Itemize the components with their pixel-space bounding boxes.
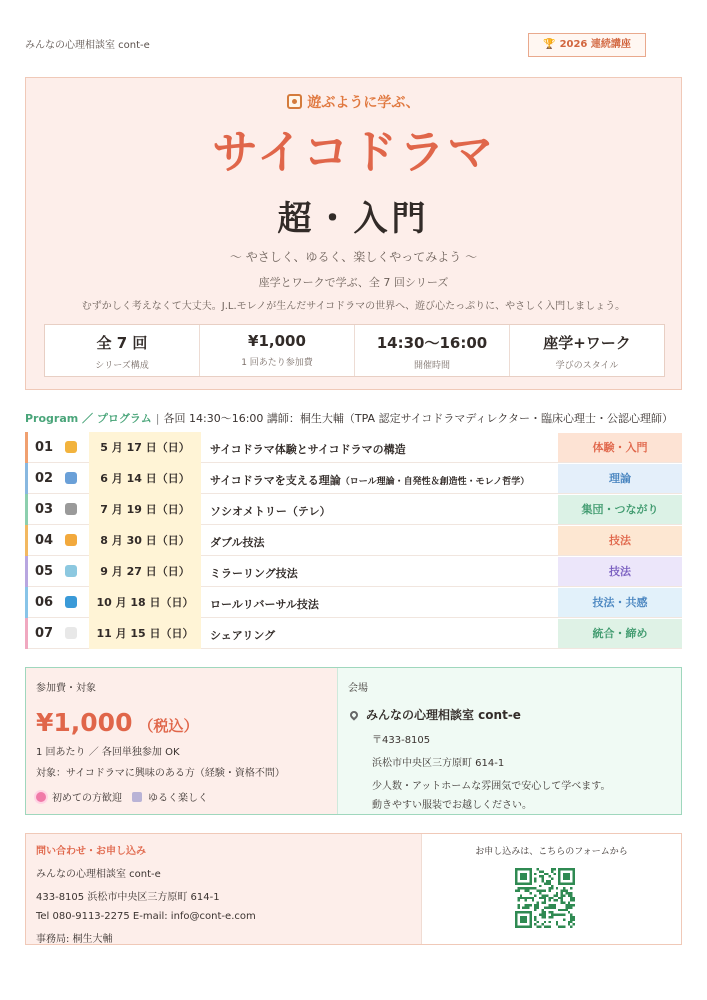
badge-label: 2026 連続講座	[559, 39, 631, 50]
swap-icon	[65, 596, 77, 608]
venue-note-2: 動きやすい服装でお越しください。	[372, 800, 532, 811]
program-row	[25, 556, 682, 587]
venue-details	[348, 731, 671, 811]
top-bar	[25, 28, 682, 60]
tax-note: （税込）	[138, 717, 199, 735]
session-category: 技法	[558, 526, 682, 555]
row-accent-bar	[25, 432, 28, 463]
series-description: 座学とワークで学ぶ、全 7 回シリーズ	[258, 276, 449, 289]
session-date: 11 月 15 日（日）	[89, 618, 201, 649]
program-row	[25, 525, 682, 556]
session-category: 技法・共感	[558, 588, 682, 617]
stat-time	[355, 325, 510, 376]
contact-address: 433-8105 浜松市中央区三方原町 614-1	[36, 892, 220, 903]
session-category: 集団・つながり	[558, 495, 682, 524]
topic-text: サイコドラマを支える理論	[210, 474, 341, 487]
session-date: 7 月 19 日（日）	[89, 494, 201, 525]
series-badge	[528, 33, 646, 57]
handshake-icon	[65, 534, 77, 546]
session-number: 01	[35, 440, 54, 455]
row-accent-bar	[25, 463, 28, 494]
stat-label: 1 回あたり参加費	[241, 358, 313, 368]
price	[36, 708, 327, 737]
session-category: 技法	[558, 557, 682, 586]
session-topic	[210, 503, 331, 519]
venue-postal: 〒433-8105	[372, 735, 431, 746]
row-accent-bar	[25, 556, 28, 587]
session-number: 05	[35, 564, 54, 579]
info-box	[25, 667, 682, 815]
theater-masks-icon	[65, 441, 77, 453]
venue-name-text: みんなの心理相談室 cont-e	[366, 708, 521, 722]
program-title: Program ／ プログラム	[25, 412, 152, 425]
contact-office: 事務局: 桐生大輔	[36, 934, 113, 945]
link-icon	[65, 503, 77, 515]
program-heading	[25, 410, 705, 426]
topic-text: ソシオメトリー（テレ）	[210, 505, 331, 518]
relaxed-text: ゆるく楽しく	[148, 793, 208, 804]
session-topic	[210, 596, 319, 612]
session-category: 体験・入門	[558, 433, 682, 462]
flower-icon	[36, 792, 46, 802]
contact-org: みんなの心理相談室 cont-e	[36, 869, 161, 880]
venue-heading: 会場	[348, 683, 368, 694]
session-number: 07	[35, 626, 54, 641]
fee-per-session: 1 回あたり ／ 各回単独参加 OK	[36, 747, 180, 758]
fee-target: 対象：サイコドラマに興味のある方（経験・資格不問）	[36, 768, 285, 779]
session-date: 9 月 27 日（日）	[89, 556, 201, 587]
contact-heading: 問い合わせ・お申し込み	[36, 846, 146, 857]
contact-tel-email: Tel 080-9113-2275 E-mail: info@cont-e.com	[36, 911, 256, 922]
session-topic	[210, 627, 275, 643]
row-accent-bar	[25, 494, 28, 525]
contact-info	[26, 834, 421, 944]
topic-text: シェアリング	[210, 629, 276, 642]
session-number: 03	[35, 502, 54, 517]
stat-sessions	[45, 325, 200, 376]
session-topic	[210, 472, 529, 488]
qr-caption: お申し込みは、こちらのフォームから	[475, 847, 628, 857]
session-topic	[210, 565, 298, 581]
session-category: 統合・締め	[558, 619, 682, 648]
session-date: 5 月 17 日（日）	[89, 432, 201, 463]
venue-name	[348, 706, 671, 723]
session-number: 02	[35, 471, 54, 486]
stat-value: 全 7 回	[96, 334, 148, 352]
welcome-line	[36, 789, 327, 804]
org-name-small: みんなの心理相談室 cont-e	[25, 40, 150, 51]
topic-text: サイコドラマ体験とサイコドラマの構造	[210, 443, 406, 456]
dice-icon	[287, 94, 302, 109]
sub-title: 超・入門	[277, 199, 430, 239]
row-accent-bar	[25, 587, 28, 618]
session-topic	[210, 441, 406, 457]
program-row	[25, 618, 682, 649]
welcome-text: 初めての方歓迎	[52, 793, 122, 804]
hero-tagline	[26, 92, 681, 112]
venue-panel	[337, 668, 681, 814]
open-book-icon	[65, 472, 77, 484]
stat-value: 14:30〜16:00	[376, 334, 488, 352]
price-value: ¥1,000	[36, 708, 133, 737]
main-title: サイコドラマ	[212, 125, 495, 179]
intro-text: むずかしく考えなくて大丈夫。J.L.モレノが生んだサイコドラマの世界へ、遊び心たっぷりに、やさしく入門しましょう。	[81, 301, 626, 312]
stat-label: シリーズ構成	[95, 361, 149, 371]
program-table	[25, 432, 682, 649]
session-number: 06	[35, 595, 54, 610]
stat-label: 学びのスタイル	[555, 361, 619, 371]
qr-code[interactable]	[515, 868, 575, 928]
row-accent-bar	[25, 618, 28, 649]
topic-note: （ロール理論・自発性＆創造性・モレノ哲学）	[340, 477, 530, 487]
speech-bubble-icon	[65, 627, 77, 639]
session-date: 8 月 30 日（日）	[89, 525, 201, 556]
venue-note-1: 少人数・アットホームな雰囲気で安心して学べます。	[372, 781, 611, 792]
divider: |	[155, 412, 160, 425]
session-number: 04	[35, 533, 54, 548]
fee-heading: 参加費・対象	[36, 683, 96, 694]
session-topic	[210, 534, 265, 550]
topic-text: ロールリバーサル技法	[210, 598, 319, 611]
map-pin-icon	[348, 709, 359, 720]
stat-fee	[200, 325, 355, 376]
hero-section	[25, 77, 682, 390]
contact-section	[25, 833, 682, 945]
session-date: 10 月 18 日（日）	[89, 587, 201, 618]
qr-panel	[421, 834, 681, 944]
stat-value: ¥1,000	[248, 332, 306, 350]
program-details: 各回 14:30〜16:00 講師：桐生大輔（TPA 認定サイコドラマディレクター・臨床心理士・公認心理師）	[163, 412, 674, 425]
program-row	[25, 463, 682, 494]
topic-text: ダブル技法	[210, 536, 265, 549]
session-date: 6 月 14 日（日）	[89, 463, 201, 494]
stats-bar	[44, 324, 665, 377]
session-category: 理論	[558, 464, 682, 493]
venue-address: 浜松市中央区三方原町 614-1	[372, 758, 505, 769]
stat-label: 開催時間	[413, 361, 450, 371]
dice-icon	[132, 792, 142, 802]
program-row	[25, 494, 682, 525]
hero-tagline-text: 遊ぶように学ぶ、	[307, 95, 420, 111]
topic-text: ミラーリング技法	[210, 567, 298, 580]
program-row	[25, 432, 682, 463]
mirror-icon	[65, 565, 77, 577]
trophy-icon: 🏆	[543, 39, 556, 50]
row-accent-bar	[25, 525, 28, 556]
stat-value: 座学+ワーク	[543, 334, 631, 352]
fee-panel	[26, 668, 337, 814]
program-row	[25, 587, 682, 618]
motto: 〜 やさしく、ゆるく、楽しくやってみよう 〜	[229, 250, 478, 264]
stat-style	[510, 325, 664, 376]
